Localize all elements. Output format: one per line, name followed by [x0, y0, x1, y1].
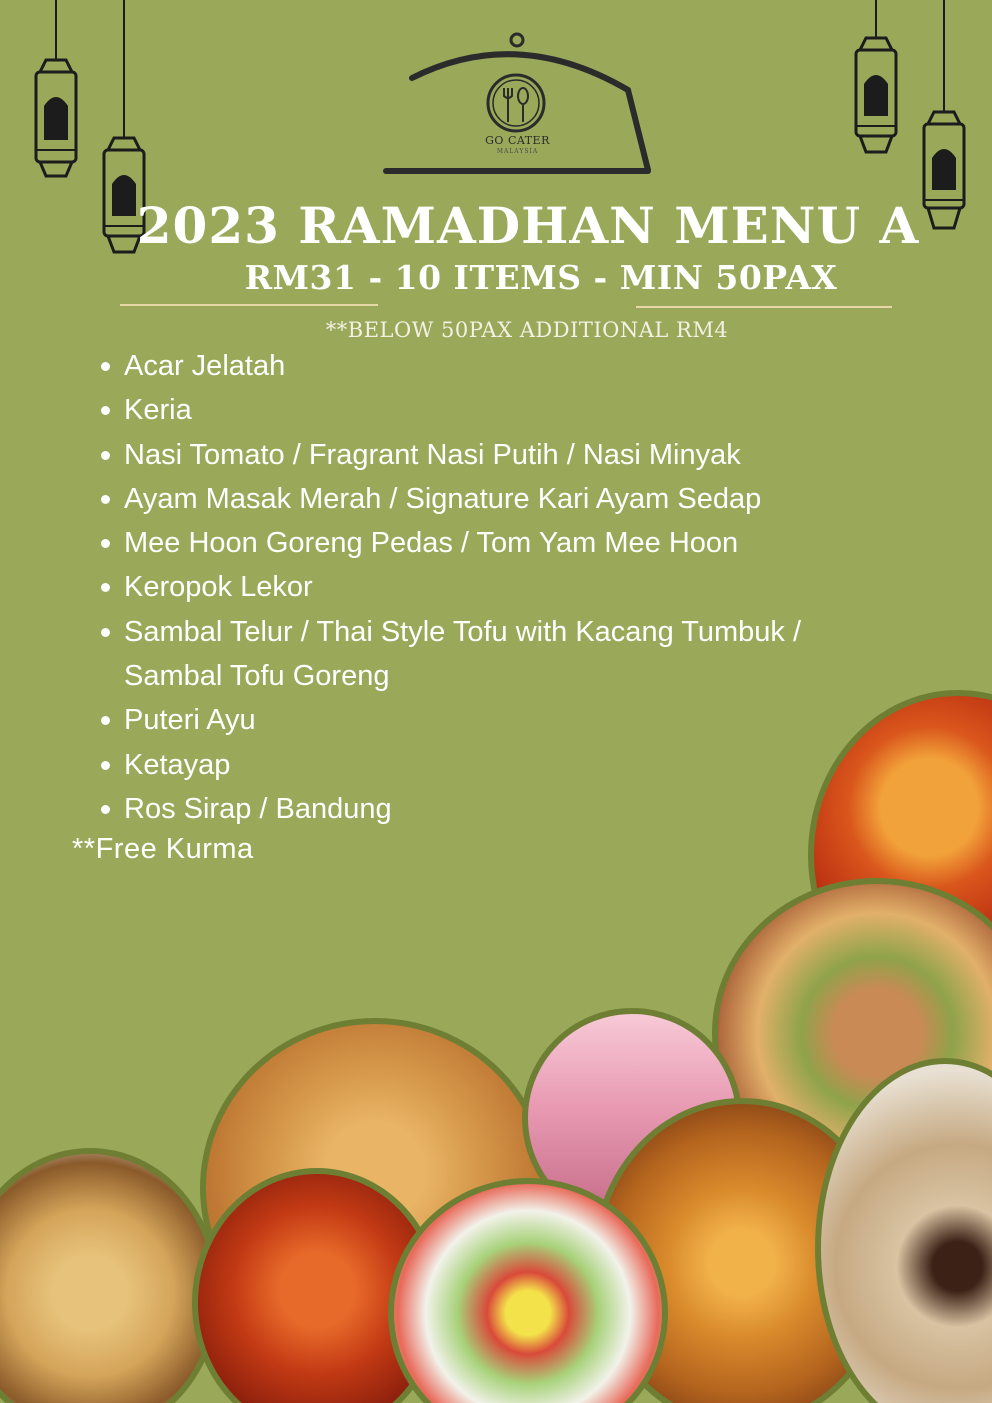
divider-left: [120, 304, 378, 306]
menu-item: Ketayap: [98, 743, 918, 787]
menu-item: Ayam Masak Merah / Signature Kari Ayam Sedap: [98, 477, 918, 521]
bullet-icon: [101, 805, 110, 814]
menu-item: Keropok Lekor: [98, 565, 918, 609]
free-kurma-note: **Free Kurma: [72, 833, 254, 865]
bullet-icon: [101, 362, 110, 371]
bullet-icon: [101, 583, 110, 592]
page-title: 2023 RAMADHAN MENU A: [136, 196, 920, 255]
menu-item: Ros Sirap / Bandung: [98, 787, 918, 831]
bullet-icon: [101, 451, 110, 460]
surcharge-note: **BELOW 50PAX ADDITIONAL RM4: [325, 318, 729, 342]
menu-item: Mee Hoon Goreng Pedas / Tom Yam Mee Hoon: [98, 521, 918, 565]
lantern-icon: [28, 0, 84, 185]
mee-hoon-goreng-photo: [0, 1148, 220, 1403]
bullet-icon: [101, 716, 110, 725]
price-subtitle: RM31 - 10 ITEMS - MIN 50PAX: [244, 258, 838, 297]
menu-item: Sambal Telur / Thai Style Tofu with Kacang Tumbuk / Sambal Tofu Goreng: [98, 610, 864, 699]
menu-item: Keria: [98, 388, 918, 432]
menu-item: Puteri Ayu: [98, 698, 918, 742]
brand-tagline: MALAYSIA: [496, 148, 539, 155]
menu-list: [98, 344, 918, 831]
bullet-icon: [101, 761, 110, 770]
menu-item: Acar Jelatah: [98, 344, 918, 388]
divider-right: [636, 306, 892, 308]
cloche-logo-icon: [380, 30, 655, 180]
bullet-icon: [101, 406, 110, 415]
brand-name: GO CATER: [485, 134, 550, 147]
bullet-icon: [101, 495, 110, 504]
menu-item: Nasi Tomato / Fragrant Nasi Putih / Nasi Minyak: [98, 433, 918, 477]
lantern-icon: [848, 0, 904, 160]
bullet-icon: [101, 539, 110, 548]
bullet-icon: [101, 628, 110, 637]
